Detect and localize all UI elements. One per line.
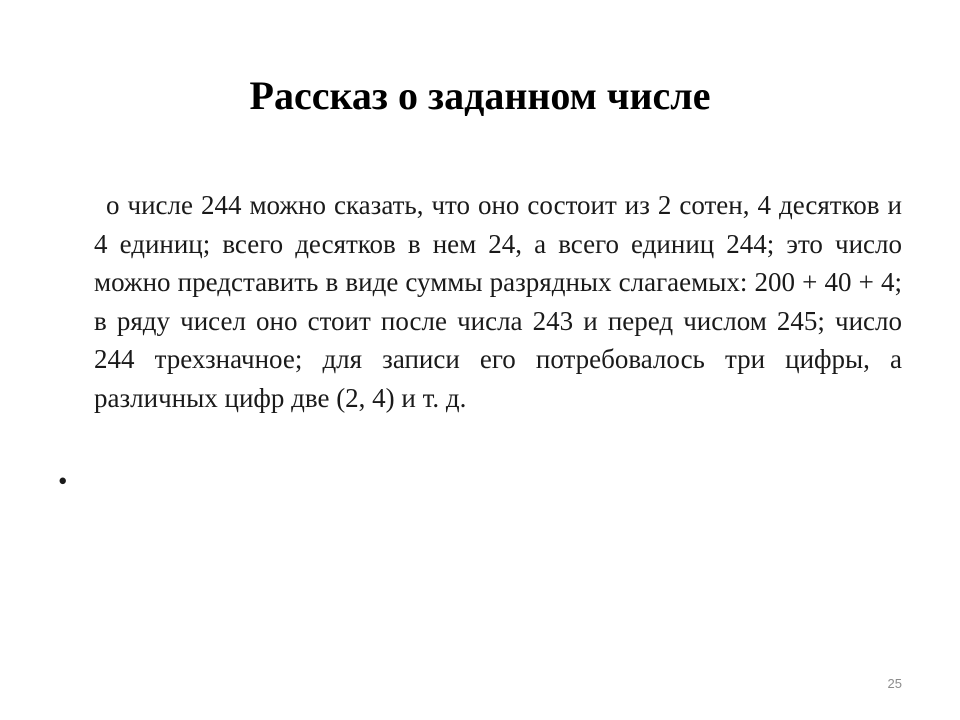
slide-title: Рассказ о заданном числе [249, 73, 711, 118]
slide-number: 25 [887, 676, 902, 691]
empty-bullet: • [58, 466, 68, 496]
slide-body-text: о числе 244 можно сказать, что оно состоит из 2 сотен, 4 десятков и 4 единиц; всего десятков в нем 24, а всего единиц 244; это число можно представить в виде суммы разрядных слагаемых: 200 + 40 + 4; в ряду чисел оно стоит после числа 243 и перед числом 245; число 244 трехзначное; для записи его потребовалось три цифры, а различных цифр две (2, 4) и т. д. [94, 190, 902, 413]
